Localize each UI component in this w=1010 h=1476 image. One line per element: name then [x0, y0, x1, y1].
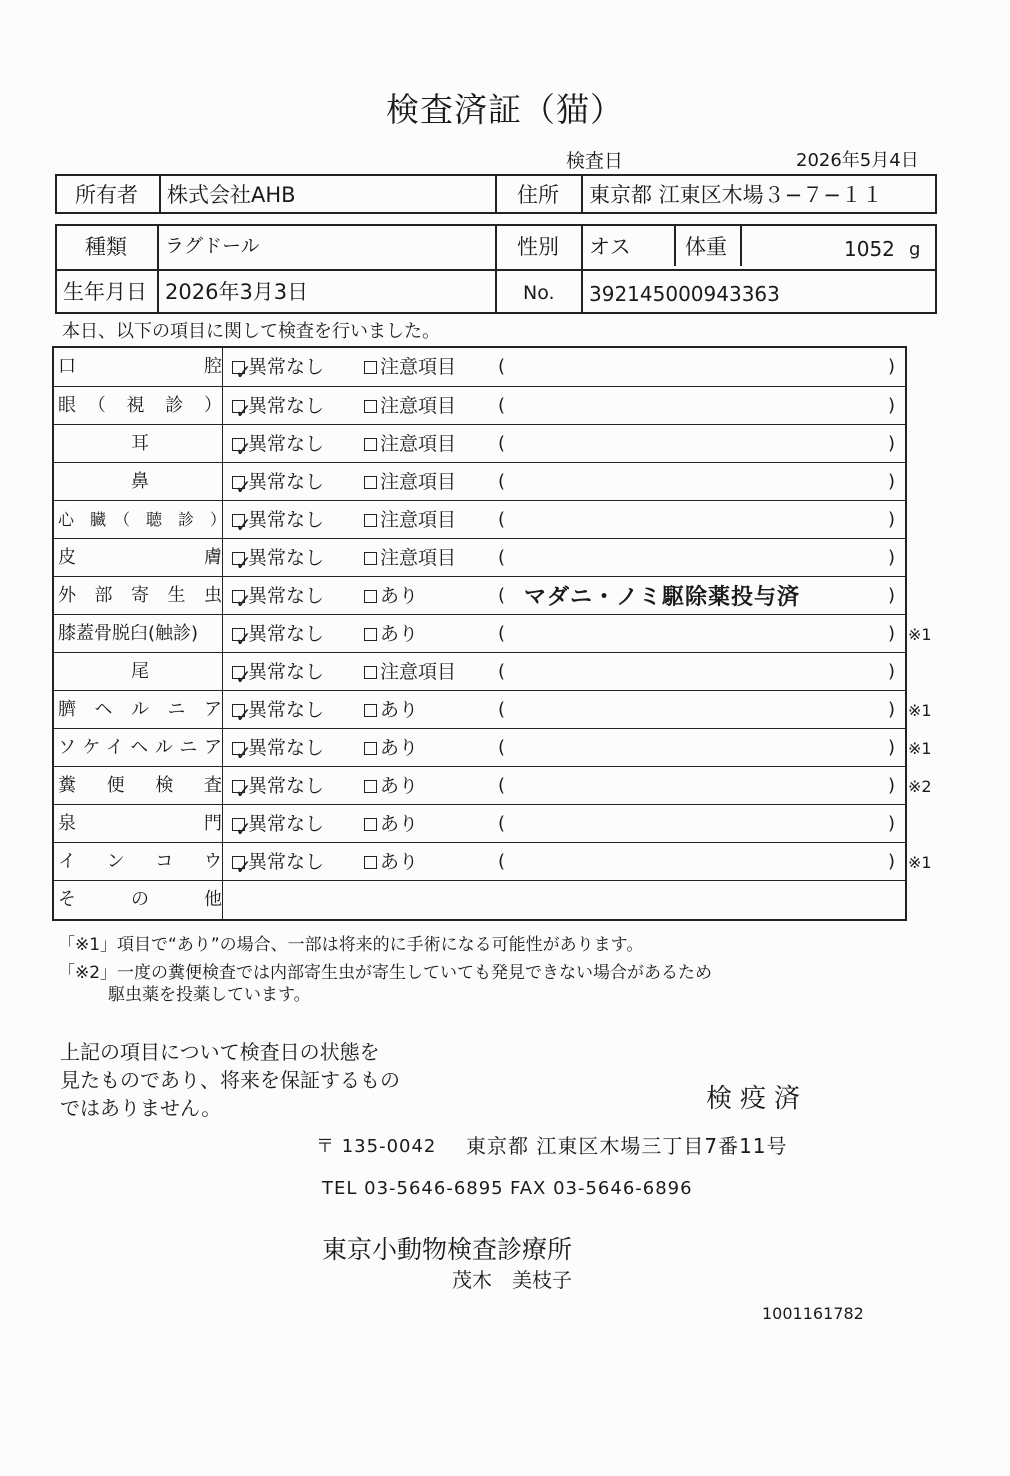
doctor-name: 茂木 美枝子 — [452, 1268, 572, 1292]
paren-close: ) — [888, 851, 896, 872]
row-name: 尾 — [131, 661, 149, 682]
paren-open: ( — [498, 356, 506, 377]
inspection-table — [52, 346, 907, 921]
row-name: 糞 便 検 査 — [58, 775, 222, 796]
paren-open: ( — [498, 547, 506, 568]
paren-close: ) — [888, 585, 896, 606]
paren-close: ) — [888, 775, 896, 796]
paren-close: ) — [888, 356, 896, 377]
present-option: あり — [364, 767, 418, 805]
paren-open: ( — [498, 585, 506, 606]
paren-open: ( — [498, 775, 506, 796]
table-row — [54, 538, 905, 577]
table-row — [54, 614, 905, 653]
normal-option: ✓ 異常なし — [232, 729, 324, 767]
checked-box-icon: ✓ — [232, 438, 245, 451]
intro-text: 本日、以下の項目に関して検査を行いました。 — [62, 321, 440, 342]
paren-open: ( — [498, 509, 506, 530]
row-name: 耳 — [131, 433, 149, 454]
table-row — [54, 576, 905, 615]
paren-close: ) — [888, 737, 896, 758]
sex-label: 性別 — [517, 235, 559, 259]
caution-option: 注意項目 — [364, 348, 456, 386]
normal-option: ✓ 異常なし — [232, 805, 324, 843]
paren-close: ) — [888, 395, 896, 416]
caution-option: 注意項目 — [364, 463, 456, 501]
owner-label: 所有者 — [75, 183, 138, 207]
weight-value: 1052 — [844, 237, 895, 261]
paren-open: ( — [498, 737, 506, 758]
normal-option: ✓ 異常なし — [232, 539, 324, 577]
note-mark: ※1 — [908, 625, 932, 644]
table-row — [54, 424, 905, 463]
present-option: あり — [364, 691, 418, 729]
no-label: No. — [523, 282, 555, 304]
clinic-address: 東京都 江東区木場三丁目7番11号 — [466, 1134, 788, 1158]
footnote: 「※1」項目で“あり”の場合、一部は将来的に手術になる可能性があります。 — [58, 935, 644, 955]
paren-open: ( — [498, 661, 506, 682]
paren-close: ) — [888, 699, 896, 720]
normal-option: ✓ 異常なし — [232, 615, 324, 653]
address-label: 住所 — [517, 183, 559, 207]
present-option: あり — [364, 729, 418, 767]
empty-box-icon — [364, 856, 377, 869]
parasite-note: マダニ・ノミ駆除薬投与済 — [524, 585, 801, 610]
table-row — [54, 386, 905, 425]
table-row — [54, 348, 905, 386]
paren-close: ) — [888, 471, 896, 492]
sex-value: オス — [589, 235, 631, 259]
paren-close: ) — [888, 547, 896, 568]
footnote: 駆虫薬を投薬しています。 — [108, 985, 311, 1005]
weight-label: 体重 — [685, 235, 727, 259]
caution-option: 注意項目 — [364, 539, 456, 577]
empty-box-icon — [364, 704, 377, 717]
statement-line: 見たものであり、将来を保証するもの — [60, 1068, 400, 1092]
empty-box-icon — [364, 818, 377, 831]
present-option: あり — [364, 843, 418, 881]
paren-open: ( — [498, 851, 506, 872]
note-mark: ※1 — [908, 739, 932, 758]
table-row — [54, 500, 905, 539]
checked-box-icon: ✓ — [232, 590, 245, 603]
checked-box-icon: ✓ — [232, 552, 245, 565]
normal-option: ✓ 異常なし — [232, 387, 324, 425]
table-row — [54, 728, 905, 767]
statement-line: ではありません。 — [60, 1096, 222, 1120]
present-option: あり — [364, 615, 418, 653]
address-value: 東京都 江東区木場３−７−１１ — [589, 183, 883, 207]
row-name: 皮 膚 — [58, 547, 222, 568]
row-name: イ ン コ ウ — [58, 851, 222, 872]
normal-option: ✓ 異常なし — [232, 425, 324, 463]
inspection-stamp: 検疫済 — [706, 1084, 809, 1114]
table-row — [54, 766, 905, 805]
row-name: ソケイヘルニア — [58, 737, 222, 758]
footnote: 「※2」一度の糞便検査では内部寄生虫が寄生していても発見できない場合があるため — [58, 963, 713, 983]
document-id: 1001161782 — [762, 1304, 864, 1323]
checked-box-icon: ✓ — [232, 666, 245, 679]
normal-option: ✓ 異常なし — [232, 463, 324, 501]
empty-box-icon — [364, 514, 377, 527]
paren-open: ( — [498, 395, 506, 416]
empty-box-icon — [364, 628, 377, 641]
row-name: 鼻 — [131, 471, 149, 492]
table-row — [54, 462, 905, 501]
normal-option: ✓ 異常なし — [232, 577, 324, 615]
weight-unit: g — [909, 239, 921, 260]
row-name: 泉 門 — [58, 813, 222, 834]
paren-close: ) — [888, 509, 896, 530]
empty-box-icon — [364, 590, 377, 603]
table-row — [54, 880, 905, 919]
table-row — [54, 690, 905, 729]
checked-box-icon: ✓ — [232, 476, 245, 489]
animal-box — [55, 224, 937, 314]
present-option: あり — [364, 805, 418, 843]
checked-box-icon: ✓ — [232, 856, 245, 869]
normal-option: ✓ 異常なし — [232, 348, 324, 386]
paren-open: ( — [498, 813, 506, 834]
table-row — [54, 804, 905, 843]
checked-box-icon: ✓ — [232, 514, 245, 527]
row-name: 心 臓 （ 聴 診 ） — [58, 510, 227, 529]
row-name: そ の 他 — [58, 889, 222, 910]
checked-box-icon: ✓ — [232, 818, 245, 831]
clinic-name: 東京小動物検査診療所 — [322, 1235, 573, 1264]
breed-value: ラグドール — [165, 235, 260, 257]
paren-open: ( — [498, 699, 506, 720]
checked-box-icon: ✓ — [232, 704, 245, 717]
paren-open: ( — [498, 471, 506, 492]
paren-open: ( — [498, 623, 506, 644]
empty-box-icon — [364, 552, 377, 565]
owner-box — [55, 174, 937, 214]
table-row — [54, 842, 905, 881]
empty-box-icon — [364, 361, 377, 374]
tel: TEL 03-5646-6895 — [322, 1178, 504, 1199]
note-mark: ※1 — [908, 701, 932, 720]
checked-box-icon: ✓ — [232, 361, 245, 374]
birth-label: 生年月日 — [63, 280, 147, 304]
caution-option: 注意項目 — [364, 653, 456, 691]
exam-date: 2026年5月4日 — [796, 150, 919, 171]
present-option: あり — [364, 577, 418, 615]
postal-code: 〒 135-0042 — [316, 1136, 437, 1157]
empty-box-icon — [364, 666, 377, 679]
normal-option: ✓ 異常なし — [232, 767, 324, 805]
breed-label: 種類 — [85, 235, 127, 259]
empty-box-icon — [364, 780, 377, 793]
caution-option: 注意項目 — [364, 387, 456, 425]
checked-box-icon: ✓ — [232, 780, 245, 793]
fax: FAX 03-5646-6896 — [510, 1178, 693, 1199]
paren-open: ( — [498, 433, 506, 454]
empty-box-icon — [364, 742, 377, 755]
normal-option: ✓ 異常なし — [232, 653, 324, 691]
checked-box-icon: ✓ — [232, 400, 245, 413]
paren-close: ) — [888, 661, 896, 682]
birth-value: 2026年3月3日 — [165, 280, 309, 304]
row-name: 膝蓋骨脱臼(触診) — [58, 623, 199, 644]
checked-box-icon: ✓ — [232, 628, 245, 641]
row-name: 口 腔 — [58, 356, 222, 377]
empty-box-icon — [364, 400, 377, 413]
note-mark: ※1 — [908, 853, 932, 872]
row-name: 眼 （ 視 診 ） — [58, 395, 222, 416]
normal-option: ✓ 異常なし — [232, 843, 324, 881]
caution-option: 注意項目 — [364, 501, 456, 539]
paren-close: ) — [888, 623, 896, 644]
no-value: 392145000943363 — [589, 282, 780, 306]
normal-option: ✓ 異常なし — [232, 501, 324, 539]
empty-box-icon — [364, 476, 377, 489]
empty-box-icon — [364, 438, 377, 451]
row-name: 臍 ヘ ル ニ ア — [58, 699, 222, 720]
row-name: 外 部 寄 生 虫 — [58, 585, 222, 606]
normal-option: ✓ 異常なし — [232, 691, 324, 729]
caution-option: 注意項目 — [364, 425, 456, 463]
table-row — [54, 652, 905, 691]
note-mark: ※2 — [908, 777, 932, 796]
document-title: 検査済証（猫） — [386, 90, 624, 129]
exam-date-label: 検査日 — [566, 150, 624, 172]
owner-value: 株式会社AHB — [167, 183, 296, 207]
statement-line: 上記の項目について検査日の状態を — [60, 1040, 380, 1064]
checked-box-icon: ✓ — [232, 742, 245, 755]
paren-close: ) — [888, 813, 896, 834]
paren-close: ) — [888, 433, 896, 454]
